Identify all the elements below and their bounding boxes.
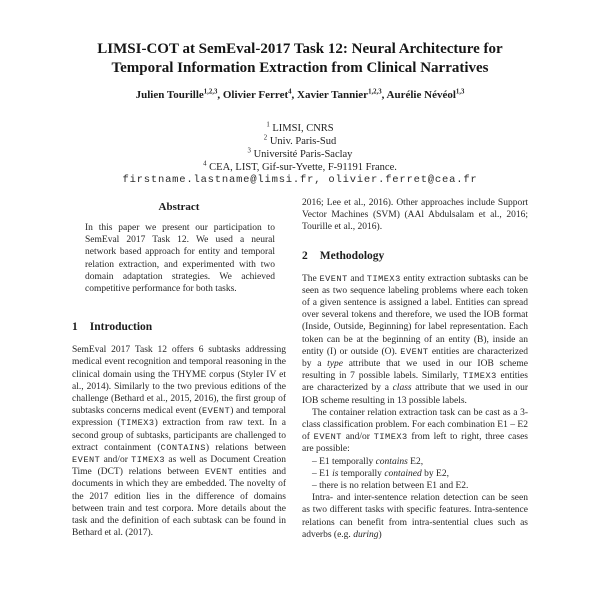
section-1-number: 1 — [72, 321, 78, 334]
right-column — [302, 197, 528, 600]
methodology-paragraph-3: Intra- and inter-sentence relation detection can be seen as two different tasks with specific features. Intra-sentence relations can benefit from intra-sentential clues such as adverbs (e.g. during) — [302, 493, 528, 540]
email-line: firstname.lastname@limsi.fr, olivier.ferret@cea.fr — [122, 174, 478, 186]
author-line: Julien Tourille$^{1,2,3}$, Olivier Ferret$^4$, Xavier Tannier$^{1,2,3}$, Aurélie Névéol$^{1,3}$ — [135, 88, 465, 101]
paper-title-line-2: Temporal Information Extraction from Clinical Narratives — [111, 60, 489, 76]
section-2-title: Methodology — [319, 249, 385, 262]
paper-title — [0, 40, 600, 78]
continuation-paragraph: 2016; Lee et al., 2016). Other approaches include Support Vector Machines (SVM) (AAl Abdulsalam et al., 2016; Tourille et al., 2016). — [302, 198, 528, 233]
affiliation-line-2: $^2$ Univ. Paris-Sud — [263, 134, 337, 147]
relation-list-item-1: – E1 temporally contains E2, — [312, 456, 424, 467]
section-2-heading — [302, 250, 528, 262]
section-1-title: Introduction — [89, 321, 153, 334]
two-column-body — [72, 197, 528, 600]
section-2-number: 2 — [302, 249, 308, 262]
methodology-paragraph-1: The EVENT and TIMEX3 entity extraction subtasks can be seen as two sequence labeling problems where each token of a given sentence is assigned a label. Entities can spread over several tokens and therefore, we used the IOB format (Inside, Outside, Beginning) for label representation. Each token can be at the beginning of an entity (B), inside an entity (I) or outside (O). EVENT entities are characterized by a type attribute that we used in our IOB scheme resulting in 7 possible labels. Similarly, TIMEX3 entities are characterized by a class attribute that we used in our IOB scheme resulting in 13 possible labels. — [302, 273, 528, 406]
left-column — [72, 197, 286, 600]
abstract-text: In this paper we present our participation to SemEval 2017 Task 12. We used a neural network based approach for entity and temporal relation extraction, and experimented with two domain adaptation strategies. We achieved competitive performance for both tasks. — [85, 223, 275, 295]
affiliation-line-1: $^1$ LIMSI, CNRS — [266, 121, 334, 134]
introduction-paragraph: SemEval 2017 Task 12 offers 6 subtasks addressing medical event recognition and temporal reasoning in the clinical domain using the THYME corpus (Styler IV et al., 2014). Similarly to the two previous editions of the challenge (Bethard et al., 2015, 2016), the first group of subtasks concerns medical event (EVENT) and temporal expression (TIMEX3) extraction from raw text. In a second group of subtasks, participants are challenged to extract containment (CONTAINS) relations between EVENT and/or TIMEX3 as well as Document Creation Time (DCT) relations between EVENT entities and documents in which they are embedded. The novelty of the 2017 edition lies in the difference of domains between train and test corpora. More details about the task and the definition of each subtask can be found in Bethard et al. (2017). — [72, 345, 287, 539]
affiliation-line-3: $^3$ Université Paris-Saclay — [247, 147, 353, 160]
relation-list-item-2: – E1 is temporally contained by E2, — [312, 468, 449, 479]
section-1-heading — [72, 321, 286, 333]
methodology-paragraph-2: The container relation extraction task can be cast as a 3-class classification problem. For each combination E1 – E2 of EVENT and/or TIMEX3 from left to right, three cases are possible: — [302, 407, 528, 455]
paper-title-line-1: LIMSI-COT at SemEval-2017 Task 12: Neural Architecture for — [97, 41, 503, 57]
affiliations-block — [0, 122, 600, 174]
relation-list-item-3: – there is no relation between E1 and E2. — [312, 481, 469, 492]
affiliation-line-4: $^4$ CEA, LIST, Gif-sur-Yvette, F-91191 France. — [203, 160, 397, 173]
abstract-heading: Abstract — [158, 201, 200, 213]
